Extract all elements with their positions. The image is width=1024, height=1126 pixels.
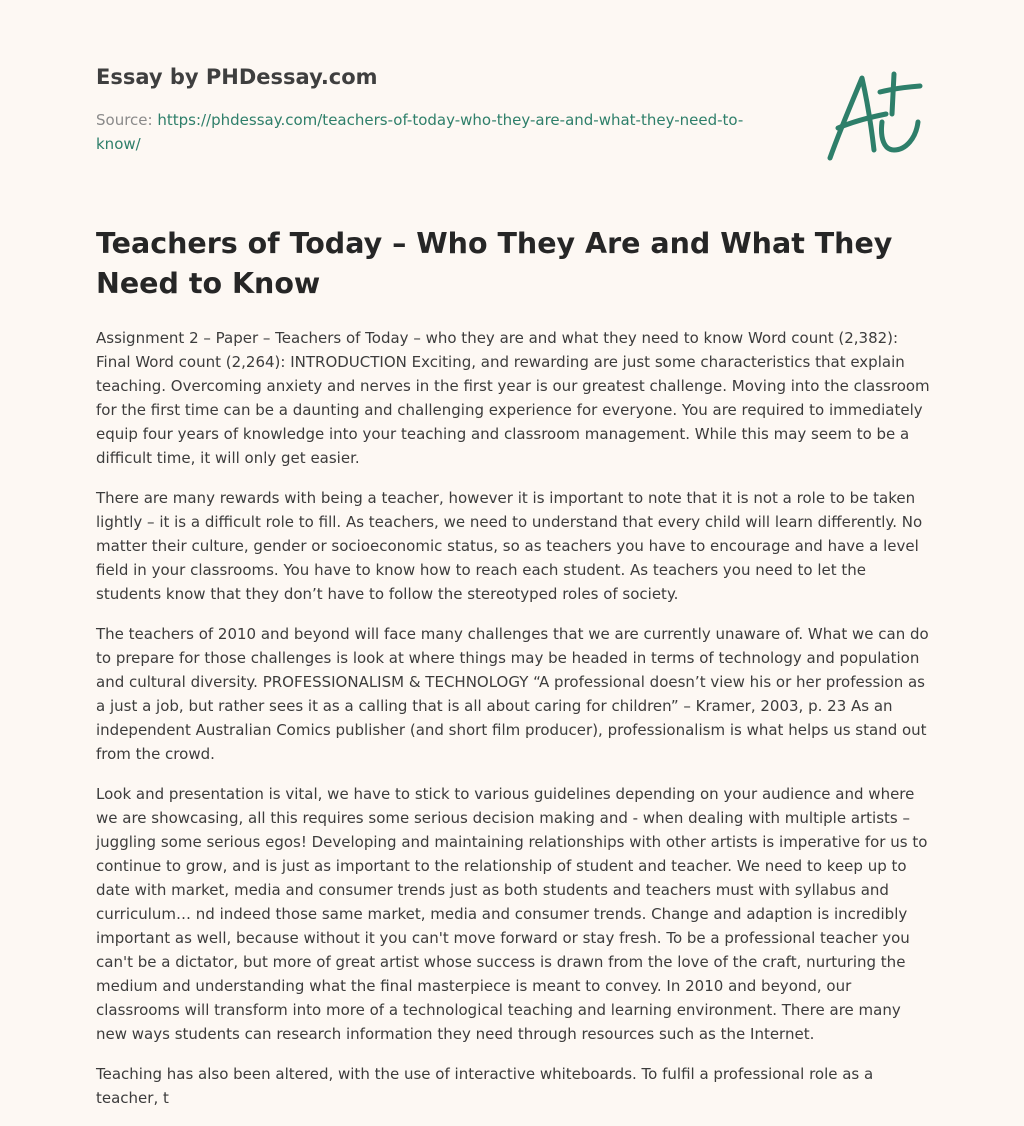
article-paragraph: The teachers of 2010 and beyond will face many challenges that we are currently unaware of. What we can do to prepare for those challenges is look at where things may be headed in terms of technology and population and cultural diversity. PROFESSIONALISM & TECHNOLOGY “A professional doesn’t view his or her profession as a just a job, but rather sees it as a calling that is all about caring for children” – Kramer, 2003, p. 23 As an independent Australian Comics publisher (and short film producer), professionalism is what helps us stand out from the crowd. — [96, 625, 929, 763]
source-url-line-1: https://phdessay.com/teachers-of-today-who-they-are-and-what-they-need-to- — [157, 111, 744, 129]
source-url-line-2: know/ — [96, 135, 141, 153]
article-paragraph: Look and presentation is vital, we have to stick to various guidelines depending on your audience and where we are showcasing, all this requires some serious decision making and - when dealing with multiple artists – juggling some serious egos! Developing and maintaining relationships with other artists is imperative for us to continue to grow, and is just as important to the relationship of student and teacher. We need to keep up to date with market, media and consumer trends just as both students and teachers must with syllabus and curriculum… nd indeed those same market, media and consumer trends. Change and adaption is incredibly important as well, because without it you can't move forward or stay fresh. To be a professional teacher you can't be a dictator, but more of great artist whose success is drawn from the love of the craft, nurturing the medium and understanding what the final masterpiece is meant to convey. In 2010 and beyond, our classrooms will transform into more of a technological teaching and learning environment. There are many new ways students can research information they need through resources such as the Internet. — [96, 785, 928, 1043]
article-body — [96, 326, 932, 1126]
article-title: Teachers of Today – Who They Are and What They Need to Know — [96, 227, 893, 300]
article-paragraph: Teaching has also been altered, with the use of interactive whiteboards. To fulfil a professional role as a teacher, t — [96, 1065, 874, 1107]
header — [96, 60, 796, 156]
site-brand: Essay by PHDessay.com — [96, 65, 378, 89]
article-paragraph: Assignment 2 – Paper – Teachers of Today – who they are and what they need to know Word count (2,382): Final Word count (2,264): INTRODUCTION Exciting, and rewarding are just some characteristics that explain teaching. Overcoming anxiety and nerves in the first year is our greatest challenge. Moving into the classroom for the first time can be a daunting and challenging experience for everyone. You are required to immediately equip four years of knowledge into your teaching and classroom management. While this may seem to be a difficult time, it will only get easier. — [96, 329, 930, 467]
a-plus-grade-icon — [818, 64, 930, 168]
source-link[interactable] — [96, 111, 743, 153]
source-label: Source: — [96, 111, 158, 129]
source-line — [96, 108, 776, 156]
article-paragraph: There are many rewards with being a teacher, however it is important to note that it is not a role to be taken lightly – it is a difficult role to fill. As teachers, we need to understand that every child will learn differently. No matter their culture, gender or socioeconomic status, so as teachers you have to encourage and have a level field in your classrooms. You have to know how to reach each student. As teachers you need to let the students know that they don’t have to follow the stereotyped roles of society. — [96, 489, 923, 603]
